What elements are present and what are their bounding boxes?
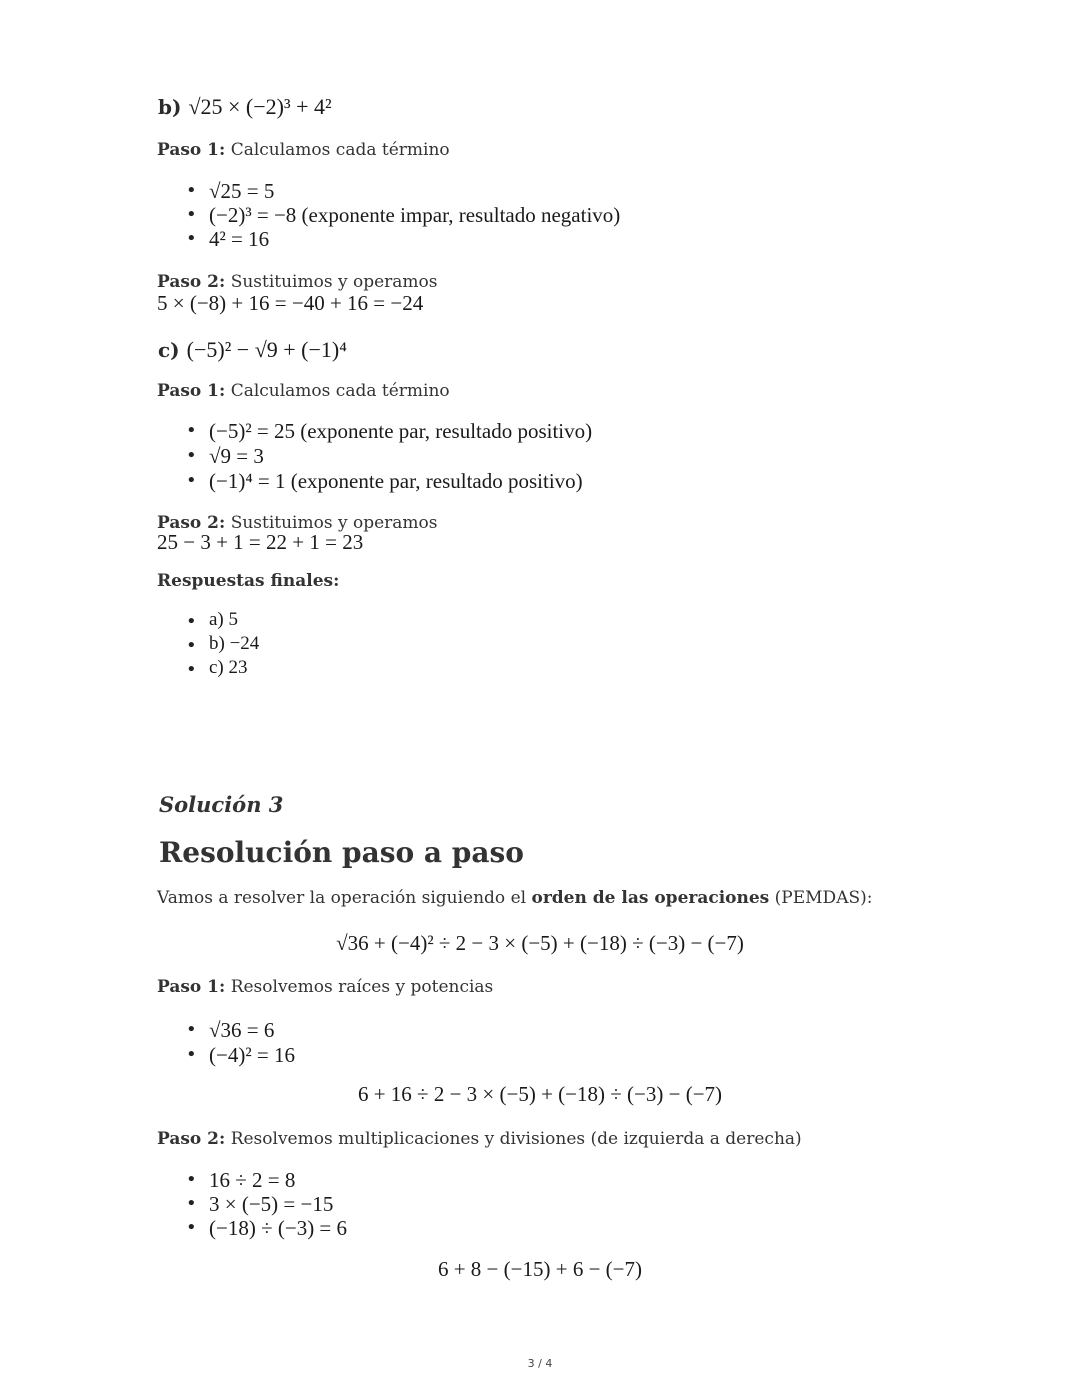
part-c-result: 25 − 3 + 1 = 22 + 1 = 23	[157, 530, 364, 554]
solution-title: Solución 3	[159, 792, 284, 817]
list-item: c) 23	[209, 657, 248, 678]
bullet-icon: •	[186, 204, 197, 225]
bullet-icon: •	[186, 470, 197, 491]
expression-3: 6 + 8 − (−15) + 6 − (−7)	[437, 1257, 643, 1281]
part-b-result: 5 × (−8) + 16 = −40 + 16 = −24	[157, 291, 424, 315]
bullet-icon: •	[186, 228, 197, 249]
part-c-heading	[158, 337, 347, 363]
bullet-icon: •	[186, 659, 197, 680]
part-b-label: b)	[158, 95, 182, 119]
main-expression: √36 + (−4)² ÷ 2 − 3 × (−5) + (−18) ÷ (−3) − (−7)	[336, 931, 744, 955]
bullet-icon: •	[186, 1169, 197, 1190]
expression-2: 6 + 16 ÷ 2 − 3 × (−5) + (−18) ÷ (−3) − (−7)	[357, 1082, 723, 1106]
bullet-icon: •	[186, 635, 197, 656]
list-item: 16 ÷ 2 = 8	[209, 1168, 296, 1192]
page-number: 3 / 4	[527, 1357, 553, 1370]
sol3-paso2: Paso 2: Resolvemos multiplicaciones y divisiones (de izquierda a derecha)	[157, 1129, 802, 1149]
bullet-icon: •	[186, 1217, 197, 1238]
list-item: √9 = 3	[209, 444, 264, 468]
list-item: (−1)⁴ = 1 (exponente par, resultado positivo)	[209, 469, 583, 493]
bullet-icon: •	[186, 420, 197, 441]
bullet-icon: •	[186, 1193, 197, 1214]
list-item: 3 × (−5) = −15	[209, 1192, 334, 1216]
part-b-expression: √25 × (−2)³ + 4²	[188, 94, 332, 119]
list-item: √25 = 5	[209, 179, 275, 203]
list-item: (−18) ÷ (−3) = 6	[209, 1216, 348, 1240]
part-b-heading	[158, 94, 332, 120]
bullet-icon: •	[186, 1044, 197, 1065]
list-item: b) −24	[209, 633, 260, 654]
list-item: (−5)² = 25 (exponente par, resultado positivo)	[209, 419, 593, 443]
part-c-expression: (−5)² − √9 + (−1)⁴	[186, 337, 347, 362]
list-item: 4² = 16	[209, 227, 270, 251]
part-b-paso1: Paso 1: Calculamos cada término	[157, 140, 450, 160]
list-item: (−4)² = 16	[209, 1043, 295, 1067]
bullet-icon: •	[186, 445, 197, 466]
bullet-icon: •	[186, 180, 197, 201]
intro-text: Vamos a resolver la operación siguiendo el orden de las operaciones (PEMDAS):	[157, 888, 873, 908]
bullet-icon: •	[186, 611, 197, 632]
sol3-paso1: Paso 1: Resolvemos raíces y potencias	[157, 977, 494, 997]
part-c-paso2: Paso 2: Sustituimos y operamos	[157, 513, 438, 533]
list-item: √36 = 6	[209, 1018, 275, 1042]
bullet-icon: •	[186, 1019, 197, 1040]
page-title: Resolución paso a paso	[159, 836, 524, 869]
final-answers-label: Respuestas finales:	[157, 571, 340, 591]
part-c-label: c)	[158, 338, 180, 362]
part-b-paso2: Paso 2: Sustituimos y operamos	[157, 272, 438, 292]
list-item: a) 5	[209, 609, 239, 630]
part-c-paso1: Paso 1: Calculamos cada término	[157, 381, 450, 401]
list-item: (−2)³ = −8 (exponente impar, resultado negativo)	[209, 203, 621, 227]
